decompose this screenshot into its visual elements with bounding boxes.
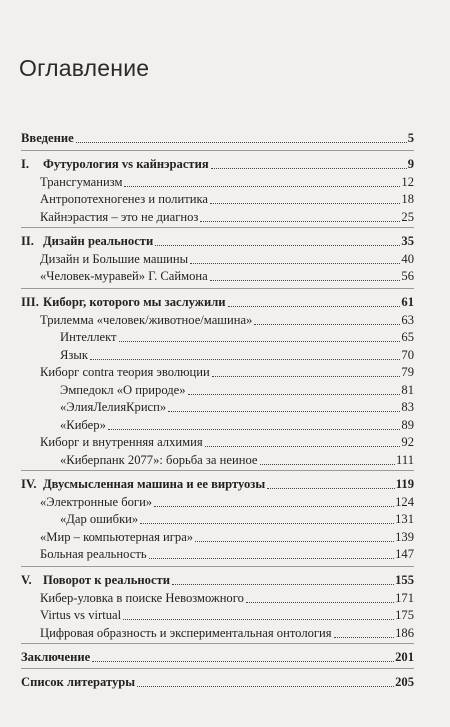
dot-leader [137,685,394,687]
toc-entry-page: 155 [395,573,414,587]
toc-entry[interactable] [40,588,414,606]
page-title: Оглавление [19,55,150,81]
toc-entry-page: 18 [401,192,414,206]
toc-entry-title: «Кибер» [60,418,106,432]
toc-entry-title: Дизайн реальности [43,234,154,248]
section-number: V. [21,573,32,587]
toc-entry[interactable] [21,231,414,249]
toc-entry-title: «Человек-муравей» Г. Саймона [40,269,208,283]
toc-entry[interactable] [40,432,414,450]
toc-entry-page: 70 [401,348,414,362]
dot-leader [210,202,400,204]
toc-entry-title: Кайнэрастия – это не диагноз [40,210,199,224]
toc-entry-page: 92 [401,435,414,449]
section-number: IV. [21,477,37,491]
toc-entry-page: 63 [401,313,414,327]
toc-entry-title: Трилемма «человек/животное/машина» [40,313,253,327]
toc-entry-page: 131 [395,512,414,526]
toc-entry-page: 65 [401,330,414,344]
toc-entry[interactable] [60,327,414,345]
section-number: I. [21,157,30,171]
toc-entry[interactable] [21,647,414,665]
toc-entry-title: «ЭлияЛелияКрисп» [60,400,167,414]
toc-entry-page: 171 [395,591,414,605]
toc-entry-page: 205 [395,675,414,689]
toc-entry[interactable] [21,128,414,146]
section-divider [21,288,414,289]
dot-leader [92,660,394,662]
dot-leader [172,583,394,585]
dot-leader [211,167,407,169]
toc-entry-title: Больная реальность [40,547,147,561]
toc-entry-title: «Мир – компьютерная игра» [40,530,194,544]
dot-leader [260,463,396,465]
toc-entry[interactable] [60,380,414,398]
section-divider [21,227,414,228]
toc-entry-title: «Дар ошибки» [60,512,139,526]
dot-leader [267,487,395,489]
toc-entry-title: «Электронные боги» [40,495,153,509]
dot-leader [168,410,400,412]
section-divider [21,668,414,669]
dot-leader [228,305,401,307]
toc-entry-title: Список литературы [21,675,136,689]
toc-entry[interactable] [40,266,414,284]
toc-entry[interactable] [60,415,414,433]
toc-entry-title: Трансгуманизм [40,175,123,189]
toc-entry[interactable] [40,310,414,328]
section-divider [21,470,414,471]
dot-leader [200,220,400,222]
toc-entry-title: Киборг, которого мы заслужили [43,295,226,309]
toc-entry-page: 12 [401,175,414,189]
section-divider [21,643,414,644]
section-divider [21,150,414,151]
toc-entry[interactable] [60,509,414,527]
toc-entry[interactable] [21,154,414,172]
toc-entry[interactable] [40,189,414,207]
toc-entry-page: 111 [396,453,414,467]
toc-entry-page: 186 [395,626,414,640]
dot-leader [123,618,394,620]
dot-leader [90,358,400,360]
toc-entry-page: 61 [401,295,414,309]
dot-leader [155,244,400,246]
toc-entry-page: 83 [401,400,414,414]
toc-entry-page: 175 [395,608,414,622]
toc-entry-page: 119 [395,477,414,491]
toc-entry[interactable] [21,474,414,492]
toc-entry[interactable] [40,207,414,225]
toc-entry[interactable] [60,450,414,468]
toc-entry[interactable] [40,544,414,562]
toc-entry-page: 25 [401,210,414,224]
toc-entry-title: Футурология vs кайнэрастия [43,157,209,171]
toc-entry-title: Язык [60,348,88,362]
dot-leader [205,445,401,447]
toc-entry-page: 56 [401,269,414,283]
toc-entry-title: Virtus vs virtual [40,608,122,622]
section-number: III. [21,295,39,309]
dot-leader [154,505,394,507]
dot-leader [149,557,394,559]
toc-entry-title: Кибер-уловка в поиске Невозможного [40,591,244,605]
toc-entry[interactable] [40,623,414,641]
toc-entry[interactable] [21,570,414,588]
toc-entry-page: 124 [395,495,414,509]
toc-entry[interactable] [40,492,414,510]
dot-leader [212,375,401,377]
section-number: II. [21,234,34,248]
toc-entry-page: 35 [401,234,414,248]
toc-entry[interactable] [21,292,414,310]
toc-entry-page: 89 [401,418,414,432]
toc-entry-title: Интеллект [60,330,117,344]
dot-leader [195,540,394,542]
toc-entry[interactable] [40,527,414,545]
toc-entry[interactable] [40,249,414,267]
dot-leader [246,601,394,603]
toc-entry-title: Эмпедокл «О природе» [60,383,186,397]
dot-leader [210,279,401,281]
toc-entry[interactable] [40,172,414,190]
section-divider [21,566,414,567]
toc-entry[interactable] [40,362,414,380]
toc-entry-page: 139 [395,530,414,544]
toc-entry-title: Цифровая образность и экспериментальная онтология [40,626,332,640]
dot-leader [334,636,395,638]
toc-entry-page: 5 [407,131,414,145]
toc-entry-page: 79 [401,365,414,379]
toc-entry-page: 9 [407,157,414,171]
toc-entry-page: 81 [401,383,414,397]
toc-entry-title: Введение [21,131,74,145]
dot-leader [76,141,407,143]
toc-entry-title: «Киберпанк 2077»: борьба за неиное [60,453,258,467]
toc-entry-title: Двусмысленная машина и ее виртуозы [43,477,266,491]
toc-entry-title: Антропотехногенез и политика [40,192,208,206]
toc-entry-title: Поворот к реальности [43,573,170,587]
toc-entry-page: 40 [401,252,414,266]
toc-entry-title: Киборг и внутренняя алхимия [40,435,203,449]
toc-entry[interactable] [40,605,414,623]
dot-leader [124,185,400,187]
toc-entry[interactable] [60,345,414,363]
dot-leader [140,522,394,524]
dot-leader [254,323,400,325]
toc-entry-page: 201 [395,650,414,664]
toc-entry-title: Дизайн и Большие машины [40,252,189,266]
dot-leader [190,262,400,264]
toc-entry[interactable] [21,672,414,690]
dot-leader [188,393,401,395]
toc-entry[interactable] [60,397,414,415]
dot-leader [108,428,401,430]
dot-leader [119,340,401,342]
toc-entry-page: 147 [395,547,414,561]
toc-entry-title: Киборг contra теория эволюции [40,365,210,379]
toc-entry-title: Заключение [21,650,91,664]
